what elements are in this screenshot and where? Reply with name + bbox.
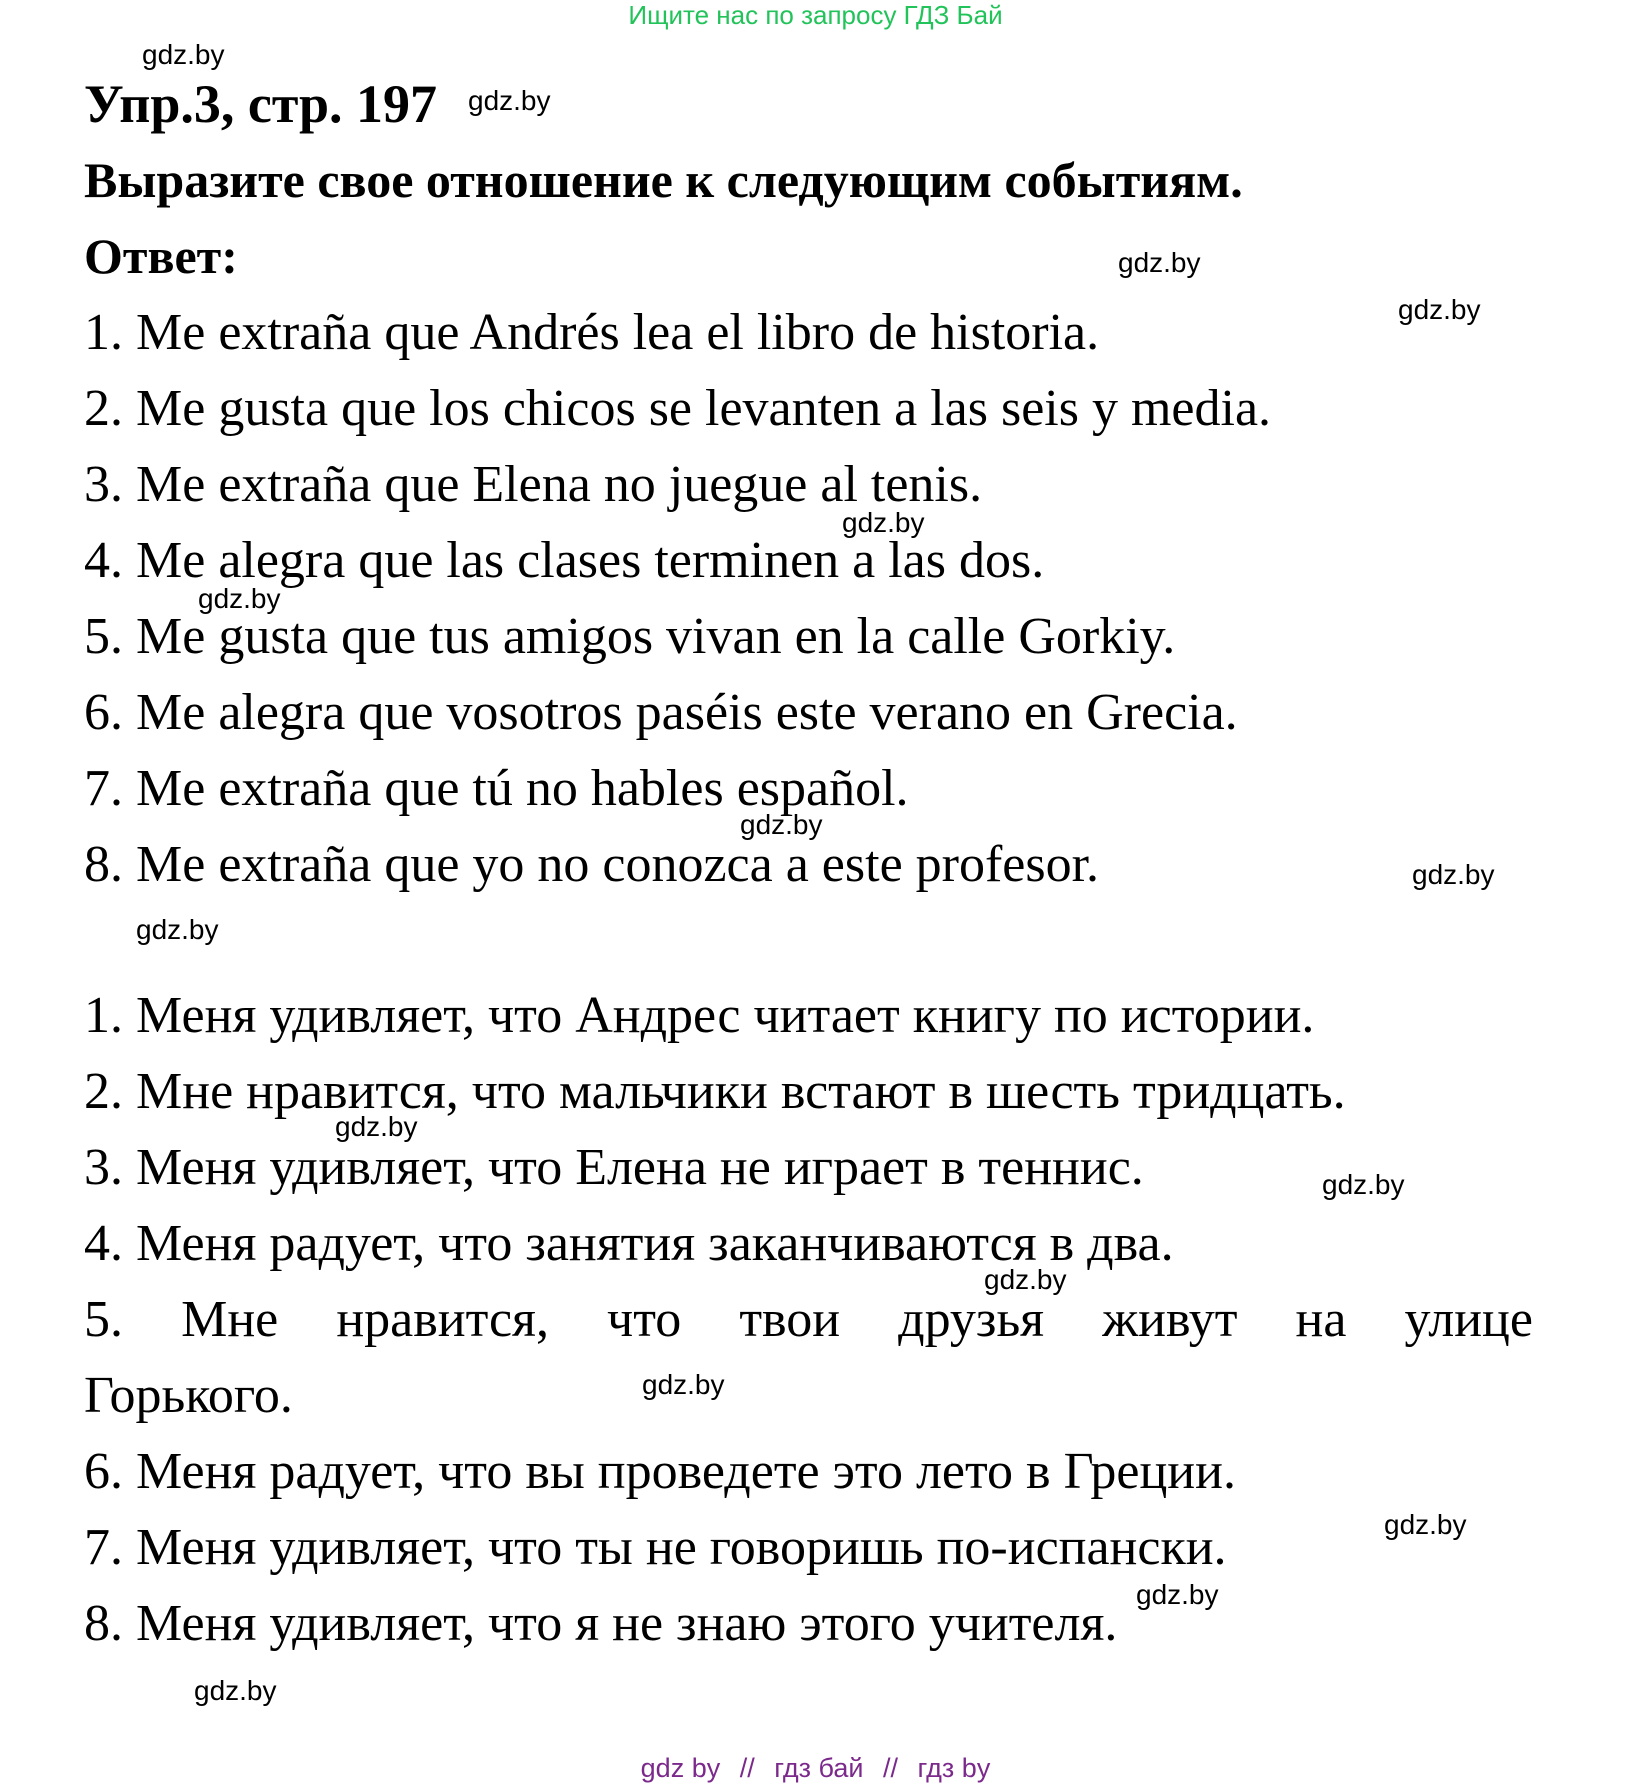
watermark: gdz.by	[1136, 1579, 1219, 1610]
watermark: gdz.by	[194, 1675, 277, 1706]
russian-sentence-3: 3. Меня удивляет, что Елена не играет в теннис.	[84, 1139, 1144, 1196]
spanish-sentence-4: 4. Me alegra que las clases terminen a las dos.	[84, 532, 1045, 589]
answer-label: Ответ:	[84, 228, 238, 284]
task-instruction: Выразите свое отношение к следующим событиям.	[84, 152, 1243, 208]
watermark: gdz.by	[468, 85, 551, 116]
russian-sentence-5-continued: Горького.	[84, 1367, 293, 1424]
spanish-sentence-3: 3. Me extraña que Elena no juegue al tenis.	[84, 456, 983, 513]
russian-sentence-2: 2. Мне нравится, что мальчики встают в шесть тридцать.	[84, 1063, 1346, 1120]
russian-sentence-4: 4. Меня радует, что занятия заканчиваются в два.	[84, 1215, 1174, 1272]
word: нравится,	[336, 1291, 549, 1348]
footer-link-gdz-by-ru[interactable]: гдз by	[917, 1753, 991, 1783]
spanish-sentence-1: 1. Me extraña que Andrés lea el libro de historia.	[84, 304, 1100, 361]
footer-separator: //	[883, 1753, 899, 1783]
watermark: gdz.by	[740, 809, 823, 840]
spanish-sentence-8: 8. Me extraña que yo no conozca a este profesor.	[84, 836, 1100, 893]
word: 5.	[84, 1291, 123, 1348]
watermark: gdz.by	[142, 39, 225, 70]
watermark: gdz.by	[335, 1111, 418, 1142]
promo-banner: Ищите нас по запросу ГДЗ Бай	[628, 0, 1003, 30]
watermark: gdz.by	[642, 1369, 725, 1400]
footer-link-gdz-by[interactable]: gdz by	[640, 1753, 721, 1783]
russian-sentence-5	[84, 1289, 1533, 1351]
spanish-sentence-7: 7. Me extraña que tú no hables español.	[84, 760, 909, 817]
footer-separator: //	[739, 1753, 755, 1783]
word: что	[607, 1291, 682, 1348]
footer-links	[0, 1752, 1631, 1784]
word: живут	[1102, 1291, 1238, 1348]
watermark: gdz.by	[984, 1264, 1067, 1295]
word: на	[1295, 1291, 1347, 1348]
russian-sentence-7: 7. Меня удивляет, что ты не говоришь по-испански.	[84, 1519, 1227, 1576]
russian-sentence-8: 8. Меня удивляет, что я не знаю этого учителя.	[84, 1595, 1118, 1652]
russian-sentence-6: 6. Меня радует, что вы проведете это лето в Греции.	[84, 1443, 1236, 1500]
spanish-sentence-5: 5. Me gusta que tus amigos vivan en la calle Gorkiy.	[84, 608, 1176, 665]
watermark: gdz.by	[136, 914, 219, 945]
word: улице	[1404, 1291, 1533, 1348]
word: твои	[739, 1291, 841, 1348]
watermark: gdz.by	[1322, 1169, 1405, 1200]
footer-link-gdz-bai[interactable]: гдз бай	[774, 1753, 864, 1783]
watermark: gdz.by	[1398, 294, 1481, 325]
exercise-title: Упр.3, стр. 197	[84, 74, 438, 134]
watermark: gdz.by	[1118, 247, 1201, 278]
spanish-sentence-2: 2. Me gusta que los chicos se levanten a las seis y media.	[84, 380, 1272, 437]
watermark: gdz.by	[842, 507, 925, 538]
spanish-sentence-6: 6. Me alegra que vosotros paséis este verano en Grecia.	[84, 684, 1238, 741]
word: друзья	[898, 1291, 1045, 1348]
russian-sentence-1: 1. Меня удивляет, что Андрес читает книгу по истории.	[84, 987, 1315, 1044]
watermark: gdz.by	[1412, 859, 1495, 890]
watermark: gdz.by	[1384, 1509, 1467, 1540]
watermark: gdz.by	[198, 583, 281, 614]
word: Мне	[181, 1291, 279, 1348]
